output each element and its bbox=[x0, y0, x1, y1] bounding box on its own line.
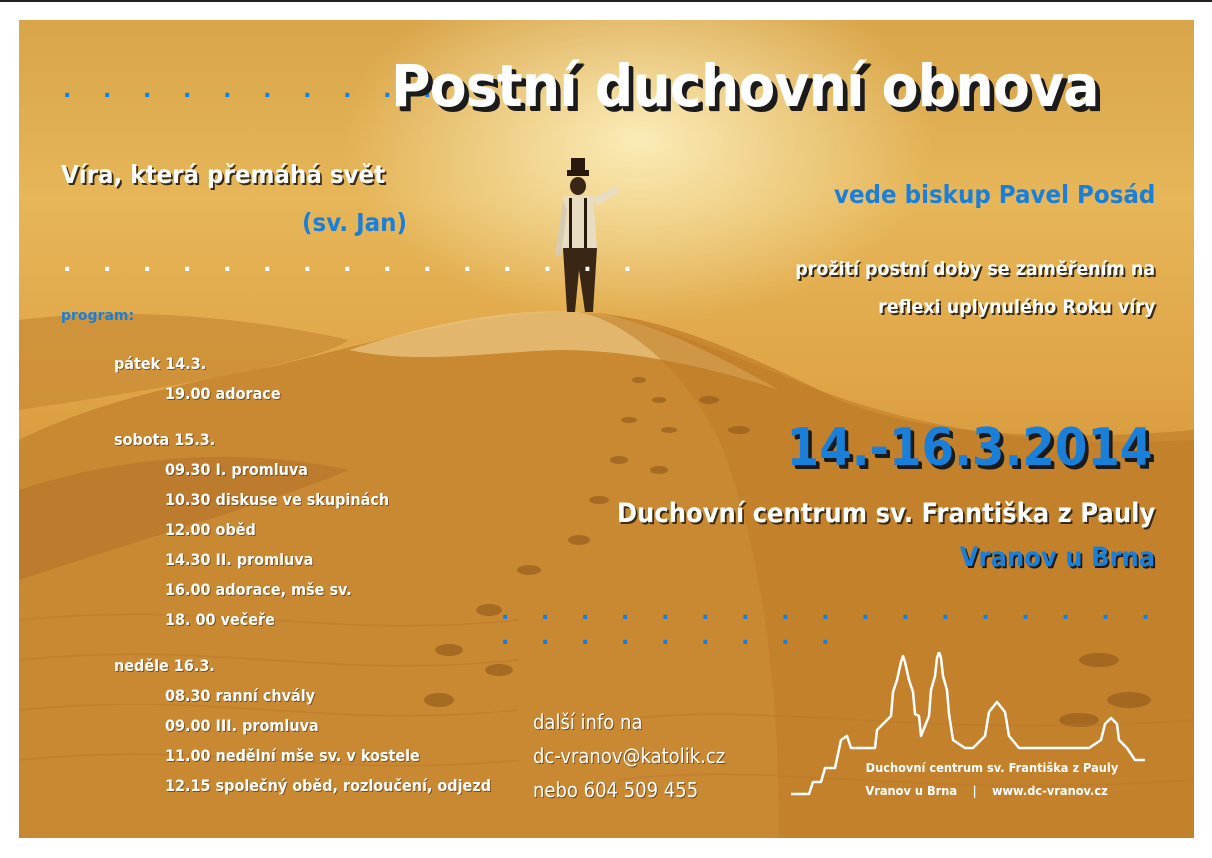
walking-person-figure bbox=[555, 158, 619, 312]
logo-address bbox=[865, 784, 1107, 798]
program-item: 09.30 I. promluva bbox=[165, 460, 309, 479]
logo-name: Duchovní centrum sv. Františka z Pauly bbox=[865, 761, 1119, 775]
leader-line: vede biskup Pavel Posád bbox=[833, 180, 1155, 209]
title-dot-rule: . . . . . . . . . . . . bbox=[63, 78, 524, 103]
program-label: program: bbox=[61, 308, 135, 324]
program-item: 12.15 společný oběd, rozloučení, odjezd bbox=[165, 776, 492, 795]
contact-email[interactable]: dc-vranov@katolik.cz bbox=[533, 744, 726, 768]
description-line-2: reflexi uplynulého Roku víry bbox=[877, 296, 1155, 318]
motto-dot-rule: . . . . . . . . . . . . . . . bbox=[63, 252, 644, 277]
program-day-saturday: sobota 15.3. bbox=[114, 430, 216, 449]
program-item: 16.00 adorace, mše sv. bbox=[165, 580, 352, 599]
program-item: 08.30 ranní chvály bbox=[165, 686, 316, 705]
logo-separator: | bbox=[972, 784, 977, 798]
program-item: 18. 00 večeře bbox=[165, 610, 275, 629]
logo-website[interactable]: www.dc-vranov.cz bbox=[991, 784, 1108, 798]
motto-line: Víra, která přemáhá svět bbox=[61, 160, 386, 189]
poster bbox=[19, 20, 1194, 838]
contact-intro: další info na bbox=[533, 710, 643, 734]
contact-phone: nebo 604 509 455 bbox=[533, 778, 699, 802]
church-outline-logo bbox=[789, 652, 1149, 802]
event-venue: Duchovní centrum sv. Františka z Pauly bbox=[616, 498, 1155, 529]
venue-dot-rule: . . . . . . . . . . . . . . . . . . . . . . . . . . bbox=[501, 600, 1162, 650]
program-day-friday: pátek 14.3. bbox=[114, 354, 207, 373]
program-item: 14.30 II. promluva bbox=[165, 550, 314, 569]
program-item: 09.00 III. promluva bbox=[165, 716, 319, 735]
description-line-1: prožití postní doby se zaměřením na bbox=[795, 258, 1155, 280]
program-item: 19.00 adorace bbox=[165, 384, 281, 403]
motto-source: (sv. Jan) bbox=[302, 208, 408, 237]
poster-title: Postní duchovní obnova bbox=[391, 52, 1099, 120]
top-rule bbox=[0, 0, 1212, 2]
event-date: 14.-16.3.2014 bbox=[786, 418, 1152, 478]
program-item: 12.00 oběd bbox=[165, 520, 256, 539]
program-item: 11.00 nedělní mše sv. v kostele bbox=[165, 746, 420, 765]
logo-town: Vranov u Brna bbox=[865, 784, 958, 798]
program-day-sunday: neděle 16.3. bbox=[114, 656, 215, 675]
program-item: 10.30 diskuse ve skupinách bbox=[165, 490, 390, 509]
event-place: Vranov u Brna bbox=[959, 542, 1155, 573]
